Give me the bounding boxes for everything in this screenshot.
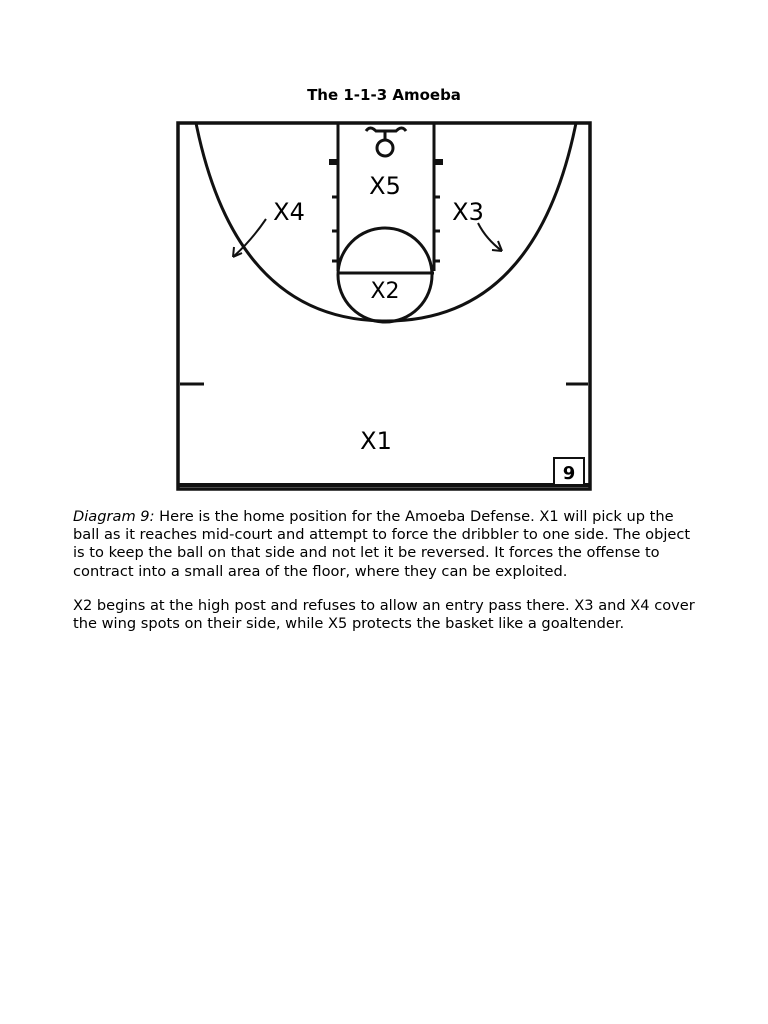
player-x2: X2 (370, 279, 400, 304)
caption-paragraph-1 (73, 508, 703, 581)
caption-lead: Diagram 9: (73, 508, 155, 525)
court-svg (176, 121, 592, 491)
diagram-number: 9 (562, 463, 576, 484)
caption-text-2: X2 begins at the high post and refuses to allow an entry pass there. X3 and X4 cover the wing spots on their side, while X5 protects the basket like a goaltender. (73, 596, 695, 633)
page-title: The 1-1-3 Amoeba (307, 86, 461, 104)
player-x4: X4 (273, 198, 305, 226)
player-x1: X1 (360, 427, 392, 455)
caption-paragraph-2 (73, 597, 703, 633)
caption (73, 508, 703, 649)
player-x3: X3 (452, 198, 484, 226)
caption-text-1: Here is the home position for the Amoeba Defense. X1 will pick up the ball as it reaches mid-court and attempt to force the dribbler to one side. The object is to keep the ball on that side and not let it be reversed. It forces the offense to contract into a small area of the floor, where they can be exploited. (73, 508, 691, 580)
player-x5: X5 (369, 172, 401, 200)
court-diagram (176, 121, 592, 491)
